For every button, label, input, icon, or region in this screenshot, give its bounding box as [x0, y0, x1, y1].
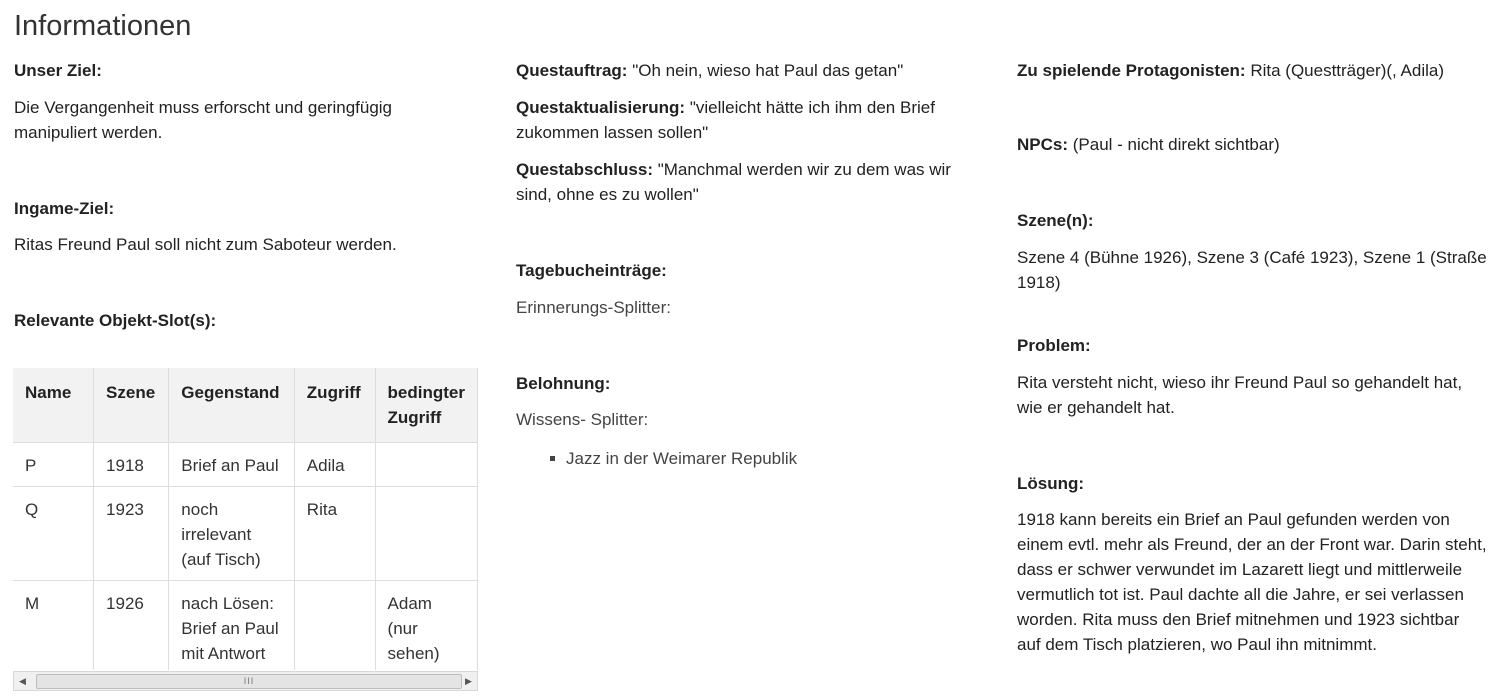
questabschluss-label: Questabschluss:: [516, 160, 653, 179]
questauftrag-text: "Oh nein, wieso hat Paul das getan": [632, 61, 904, 80]
objekt-slots-table-container: [13, 368, 478, 670]
objekt-slots-table: [13, 368, 478, 670]
npcs: [1017, 132, 1487, 157]
questaktualisierung: [516, 95, 976, 145]
table-cell: [375, 443, 477, 487]
table-cell: 1926: [94, 581, 169, 671]
unser-ziel-text: Die Vergangenheit muss erforscht und geringfügig manipuliert werden.: [14, 98, 393, 142]
problem-label: Problem:: [1017, 336, 1091, 355]
questaktualisierung-text: "vielleicht hätte ich ihm den Brief zukommen lassen sollen": [516, 98, 935, 142]
scroll-left-arrow-icon[interactable]: ◀: [19, 676, 26, 686]
table-row: [13, 581, 478, 671]
ingame-ziel-text: Ritas Freund Paul soll nicht zum Saboteur werden.: [14, 235, 397, 254]
loesung-text: 1918 kann bereits ein Brief an Paul gefunden werden von einem evtl. mehr als Freund, der an der Front war. Darin steht, dass er schwer verwundet im Lazarett liegt und mittlerweile vermutlich tot ist. Paul dachte all die Jahre, er sei verlassen worden. Rita muss den Brief mitnehmen und 1923 sichtbar auf dem Tisch platzieren, wo Paul ihn mitnimmt.: [1017, 510, 1487, 654]
table-row: [13, 443, 478, 487]
questaktualisierung-label: Questaktualisierung:: [516, 98, 686, 117]
belohnung-label: Belohnung:: [516, 374, 611, 393]
loesung-label: Lösung:: [1017, 474, 1085, 493]
table-cell: Adam (nur sehen): [375, 581, 477, 671]
objekt-slots-label: Relevante Objekt-Slot(s):: [14, 311, 217, 330]
table-cell: Q: [13, 487, 94, 581]
protagonisten-text: Rita (Questträger)(, Adila): [1250, 61, 1445, 80]
npcs-label: NPCs:: [1017, 135, 1069, 154]
table-cell: Rita: [294, 487, 375, 581]
protagonisten-label: Zu spielende Protagonisten:: [1017, 61, 1246, 80]
table-row: [13, 487, 478, 581]
header-bedingter-zugriff: bedingter Zugriff: [375, 368, 477, 443]
questauftrag-label: Questauftrag:: [516, 61, 628, 80]
table-header-row: [13, 368, 478, 443]
table-cell: 1918: [94, 443, 169, 487]
table-horizontal-scrollbar[interactable]: [13, 671, 478, 691]
table-cell: P: [13, 443, 94, 487]
questabschluss: [516, 157, 976, 207]
ingame-ziel-label: Ingame-Ziel:: [14, 199, 115, 218]
header-name: Name: [13, 368, 94, 443]
page-title: Informationen: [14, 10, 192, 42]
problem-text: Rita versteht nicht, wieso ihr Freund Paul so gehandelt hat, wie er gehandelt hat.: [1017, 373, 1463, 417]
list-item: Jazz in der Weimarer Republik: [548, 446, 797, 471]
header-szene: Szene: [94, 368, 169, 443]
belohnung-list: [548, 446, 797, 471]
table-cell: Brief an Paul: [169, 443, 295, 487]
tagebucheintraege-text: Erinnerungs-Splitter:: [516, 298, 671, 317]
szenen-label: Szene(n):: [1017, 211, 1094, 230]
protagonisten: [1017, 58, 1487, 83]
questauftrag: [516, 58, 976, 83]
header-gegenstand: Gegenstand: [169, 368, 295, 443]
tagebucheintraege-label: Tagebucheinträge:: [516, 261, 667, 280]
table-cell: [294, 581, 375, 671]
table-cell: 1923: [94, 487, 169, 581]
table-cell: nach Lösen: Brief an Paul mit Antwort: [169, 581, 295, 671]
unser-ziel-label: Unser Ziel:: [14, 61, 102, 80]
table-cell: M: [13, 581, 94, 671]
table-cell: [375, 487, 477, 581]
belohnung-text: Wissens- Splitter:: [516, 410, 649, 429]
scrollbar-thumb[interactable]: [36, 674, 462, 689]
questabschluss-text: "Manchmal werden wir zu dem was wir sind, ohne es zu wollen": [516, 160, 951, 204]
table-cell: noch irrelevant (auf Tisch): [169, 487, 295, 581]
header-zugriff: Zugriff: [294, 368, 375, 443]
scroll-right-arrow-icon[interactable]: ▶: [465, 676, 472, 686]
table-cell: Adila: [294, 443, 375, 487]
szenen-text: Szene 4 (Bühne 1926), Szene 3 (Café 1923), Szene 1 (Straße 1918): [1017, 248, 1487, 292]
scrollbar-grip: III: [243, 676, 255, 686]
npcs-text: (Paul - nicht direkt sichtbar): [1072, 135, 1280, 154]
